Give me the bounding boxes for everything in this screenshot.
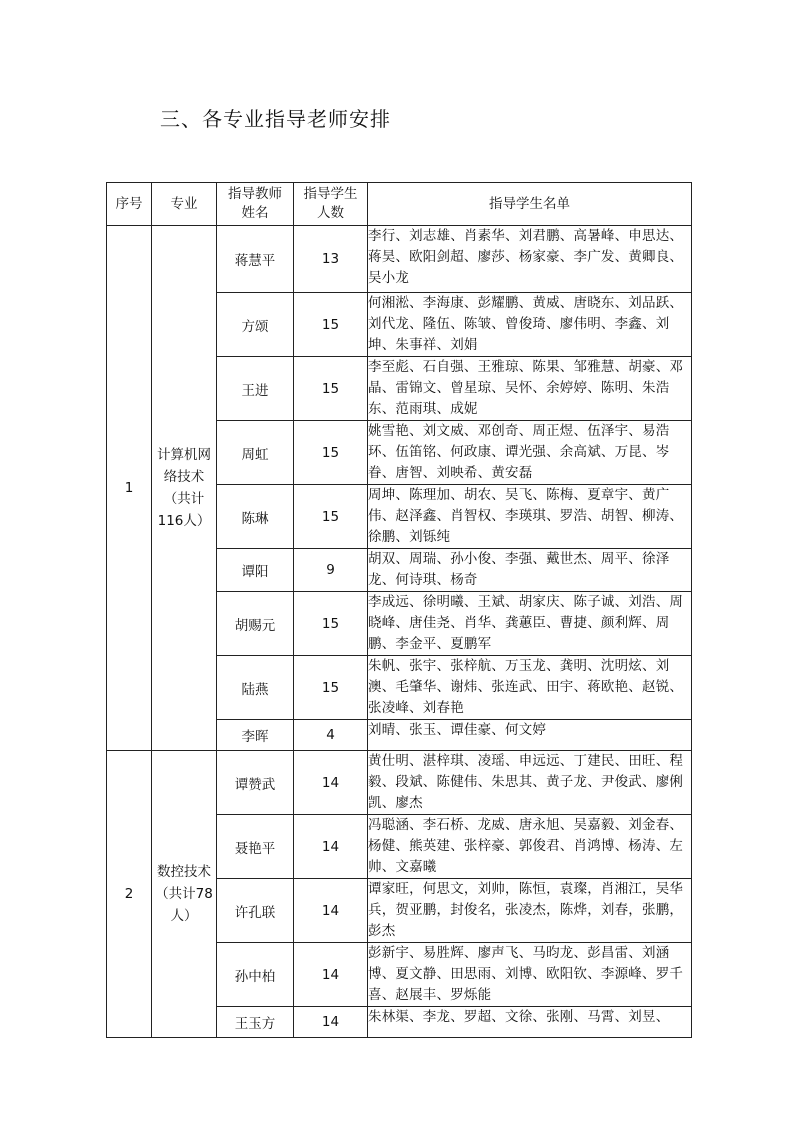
student-count: 15 — [294, 592, 368, 656]
student-names: 朱林渠、李龙、罗超、文徐、张刚、马霄、刘昱、 — [368, 1007, 692, 1038]
student-names: 李成远、徐明曦、王斌、胡家庆、陈子诚、刘浩、周晓峰、唐佳尧、肖华、龚蕙臣、曹捷、颜利辉、周鹏、李金平、夏鹏军 — [368, 592, 692, 656]
major-name: 数控技术（共计78人） — [152, 751, 217, 1038]
teacher-name: 孙中柏 — [217, 943, 294, 1007]
teacher-name: 谭赞武 — [217, 751, 294, 815]
teacher-name: 陈琳 — [217, 485, 294, 549]
teacher-name: 王玉方 — [217, 1007, 294, 1038]
teacher-name: 方颂 — [217, 293, 294, 357]
group-number: 1 — [107, 226, 152, 751]
group-number: 2 — [107, 751, 152, 1038]
advisor-assignment-table — [106, 182, 692, 1038]
header-no: 序号 — [107, 183, 152, 226]
header-row — [107, 183, 692, 226]
header-teacher: 指导教师姓名 — [217, 183, 294, 226]
header-count: 指导学生人数 — [294, 183, 368, 226]
teacher-name: 周虹 — [217, 421, 294, 485]
header-major: 专业 — [152, 183, 217, 226]
teacher-name: 蒋慧平 — [217, 226, 294, 293]
student-count: 13 — [294, 226, 368, 293]
student-names: 李至彪、石自强、王雅琼、陈果、邹雅慧、胡豪、邓晶、雷锦文、曾星琼、吴怀、余婷婷、陈明、朱浩东、范雨琪、成妮 — [368, 357, 692, 421]
student-names: 冯聪涵、李石桥、龙威、唐永旭、吴嘉毅、刘金春、杨健、熊英建、张梓豪、郭俊君、肖鸿博、杨涛、左帅、文嘉曦 — [368, 815, 692, 879]
student-count: 14 — [294, 815, 368, 879]
student-count: 4 — [294, 720, 368, 751]
student-names: 谭家旺，何思文，刘帅，陈恒，袁璨，肖湘江，吴华兵，贺亚鹏，封俊名，张凌杰，陈烨，刘春，张鹏，彭杰 — [368, 879, 692, 943]
student-count: 14 — [294, 1007, 368, 1038]
student-count: 15 — [294, 421, 368, 485]
teacher-name: 王进 — [217, 357, 294, 421]
student-count: 14 — [294, 879, 368, 943]
teacher-name: 李晖 — [217, 720, 294, 751]
student-names: 何湘淞、李海康、彭耀鹏、黄威、唐晓东、刘品跃、刘代龙、隆伍、陈皱、曾俊琦、廖伟明、李鑫、刘坤、朱事祥、刘娟 — [368, 293, 692, 357]
teacher-name: 聂艳平 — [217, 815, 294, 879]
major-name: 计算机网络技术（共计116人） — [152, 226, 217, 751]
student-count: 15 — [294, 357, 368, 421]
teacher-name: 陆燕 — [217, 656, 294, 720]
student-names: 李行、刘志雄、肖素华、刘君鹏、高暑峰、申思达、蒋昊、欧阳剑超、廖莎、杨家豪、李广发、黄卿良、吴小龙 — [368, 226, 692, 293]
teacher-name: 胡赐元 — [217, 592, 294, 656]
student-names: 周坤、陈理加、胡农、吴飞、陈梅、夏章宇、黄广伟、赵泽鑫、肖智权、李瑛琪、罗浩、胡智、柳涛、徐鹏、刘铄纯 — [368, 485, 692, 549]
student-names: 姚雪艳、刘文威、邓创奇、周正煜、伍泽宇、易浩环、伍笛铭、何政康、谭光强、余高斌、万昆、岑眷、唐智、刘映希、黄安磊 — [368, 421, 692, 485]
student-count: 15 — [294, 656, 368, 720]
student-names: 黄仕明、湛梓琪、凌瑶、申远远、丁建民、田旺、程毅、段斌、陈健伟、朱思其、黄子龙、尹俊武、廖俐凯、廖杰 — [368, 751, 692, 815]
header-names: 指导学生名单 — [368, 183, 692, 226]
page-title: 三、各专业指导老师安排 — [160, 107, 391, 131]
student-names: 胡双、周瑞、孙小俊、李强、戴世杰、周平、徐泽龙、何诗琪、杨奇 — [368, 549, 692, 592]
student-count: 14 — [294, 751, 368, 815]
student-names: 彭新宇、易胜辉、廖声飞、马昀龙、彭昌雷、刘涵博、夏文静、田思雨、刘博、欧阳钦、李源峰、罗千喜、赵展丰、罗烁能 — [368, 943, 692, 1007]
student-count: 15 — [294, 293, 368, 357]
teacher-name: 谭阳 — [217, 549, 294, 592]
table-row — [107, 226, 692, 293]
student-count: 9 — [294, 549, 368, 592]
student-count: 15 — [294, 485, 368, 549]
teacher-name: 许孔联 — [217, 879, 294, 943]
table-row — [107, 751, 692, 815]
student-count: 14 — [294, 943, 368, 1007]
student-names: 刘晴、张玉、谭佳豪、何文婷 — [368, 720, 692, 751]
student-names: 朱帆、张宇、张梓航、万玉龙、龚明、沈明炫、刘澳、毛肇华、谢炜、张连武、田宇、蒋欧艳、赵锐、张凌峰、刘春艳 — [368, 656, 692, 720]
